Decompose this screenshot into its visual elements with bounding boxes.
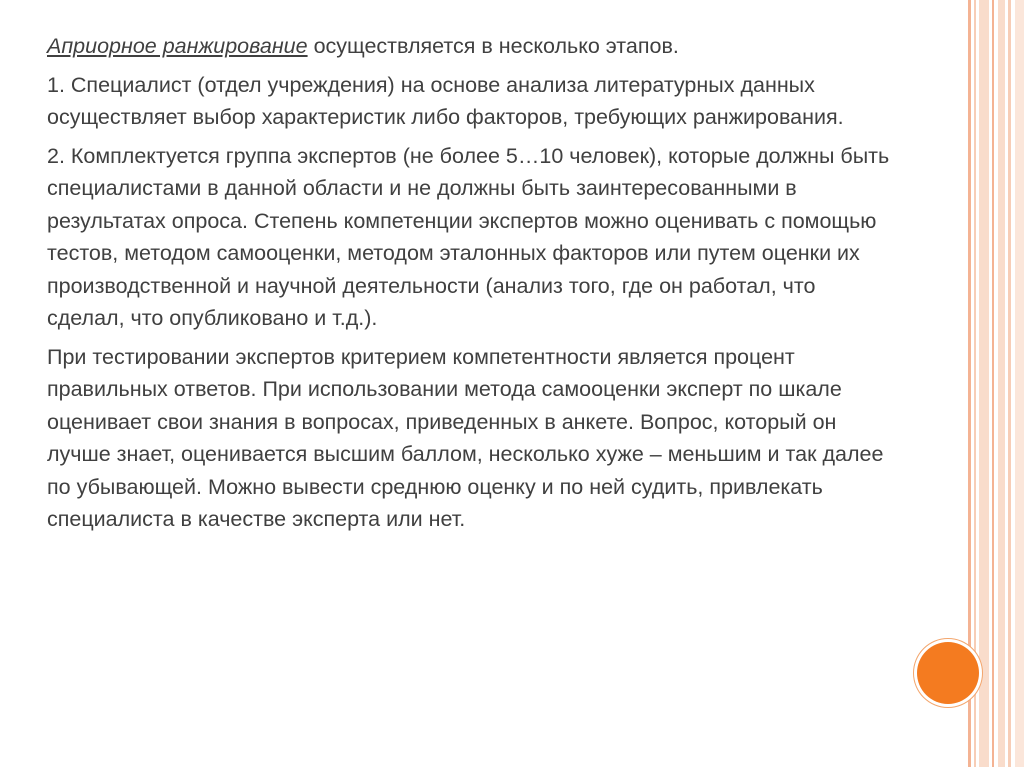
- stripe: [979, 0, 989, 767]
- intro-text: осуществляется в несколько этапов.: [307, 34, 679, 58]
- stripe: [998, 0, 1005, 767]
- paragraph-testing: При тестировании экспертов критерием компетентности является процент правильных ответов. При использовании метода самооценки эксперт по шкале оценивает свои знания в вопросах, приведенных в анкете. Вопрос, который он лучше знает, оценивается высшим баллом, несколько хуже – меньшим и так далее по убывающей. Можно вывести среднюю оценку и по ней судить, привлекать специалиста в качестве эксперта или нет.: [47, 344, 884, 531]
- decorative-stripes: [968, 0, 1024, 767]
- intro-term: Априорное ранжирование: [47, 34, 308, 58]
- paragraph-step-1: 1. Специалист (отдел учреждения) на основе анализа литературных данных осуществляет выбор характеристик либо факторов, требующих ранжирования.: [47, 72, 844, 129]
- stripe: [1008, 0, 1011, 767]
- slide-body: [47, 30, 897, 542]
- stripe: [1015, 0, 1024, 767]
- stripe: [992, 0, 994, 767]
- stripe: [974, 0, 976, 767]
- intro-paragraph: [47, 30, 897, 63]
- decorative-circle: [917, 642, 979, 704]
- paragraph-step-2: 2. Комплектуется группа экспертов (не более 5…10 человек), которые должны быть специалистами в данной области и не должны быть заинтересованными в результатах опроса. Степень компетенции экспертов можно оценивать с помощью тестов, методом самооценки, методом эталонных факторов или путем оценки их производственной и научной деятельности (анализ того, где он работал, что сделал, что опубликовано и т.д.).: [47, 143, 890, 330]
